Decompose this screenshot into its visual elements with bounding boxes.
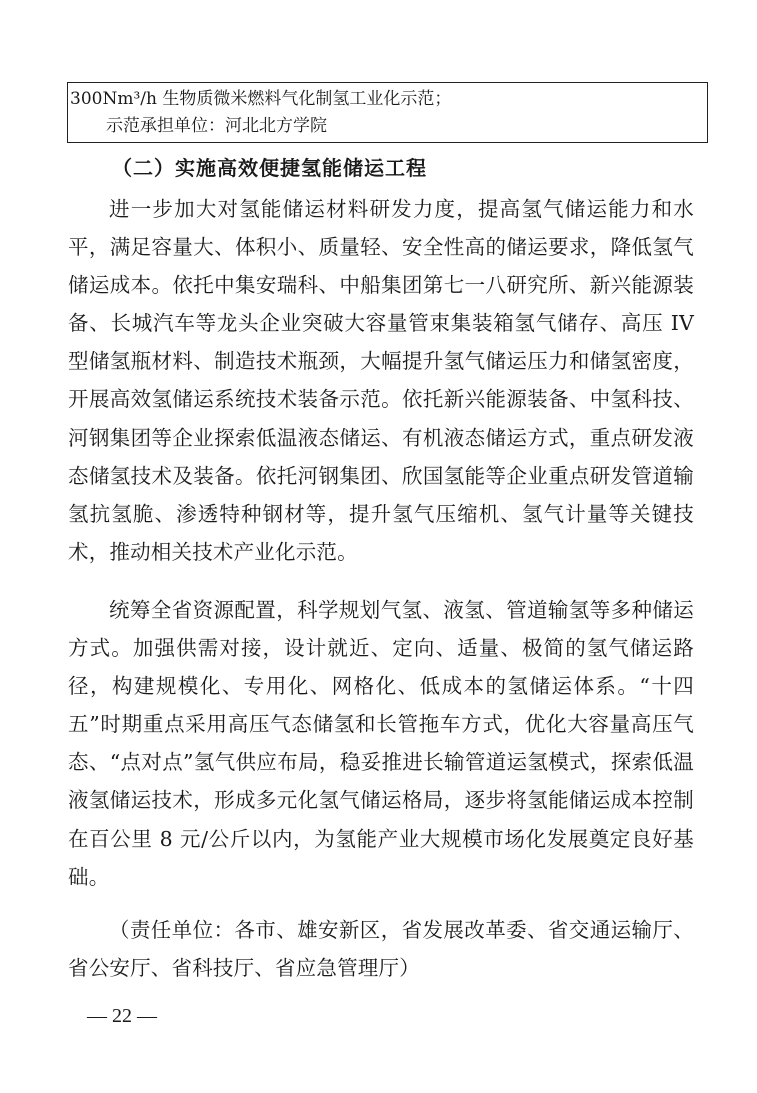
demo-project-name: 300Nm³/h 生物质微米燃料气化制氢工业化示范； [70,89,452,109]
page-number: — 22 — [87,1005,157,1027]
body-paragraph-2: 统筹全省资源配置，科学规划气氢、液氢、管道输氢等多种储运方式。加强供需对接，设计就近、定向、适量、极简的氢气储运路径，构建规模化、专用化、网格化、低成本的氢储运体系。“十四五”时期重点采用高压气态储氢和长管拖车方式，优化大容量高压气态、“点对点”氢气供应布局，稳妥推进长输管道运氢模式，探索低温液氢储运技术，形成多元化氢气储运格局，逐步将氢能储运成本控制在百公里 8 元/公斤以内，为氢能产业大规模市场化发展奠定良好基础。 [68,598,694,889]
demo-undertaking-unit: 示范承担单位：河北北方学院 [106,116,327,136]
body-paragraph-1: 进一步加大对氢能储运材料研发力度，提高氢气储运能力和水平，满足容量大、体积小、质量轻、安全性高的储运要求，降低氢气储运成本。依托中集安瑞科、中船集团第七一八研究所、新兴能源装备、长城汽车等龙头企业突破大容量管束集装箱氢气储存、高压 IV 型储氢瓶材料、制造技术瓶颈，大幅提升氢气储运压力和储氢密度，开展高效氢储运系统技术装备示范。依托新兴能源装备、中氢科技、河钢集团等企业探索低温液态储运、有机液态储运方式，重点研发液态储氢技术及装备。依托河钢集团、欣国氢能等企业重点研发管道输氢抗氢脆、渗透特种钢材等，提升氢气压缩机、氢气计量等关键技术，推动相关技术产业化示范。 [68,197,694,564]
demo-project-box [67,82,708,143]
responsible-units-paragraph: （责任单位：各市、雄安新区，省发展改革委、省交通运输厅、省公安厅、省科技厅、省应急管理厅） [68,918,694,981]
section-heading: （二）实施高效便捷氢能储运工程 [112,156,427,180]
